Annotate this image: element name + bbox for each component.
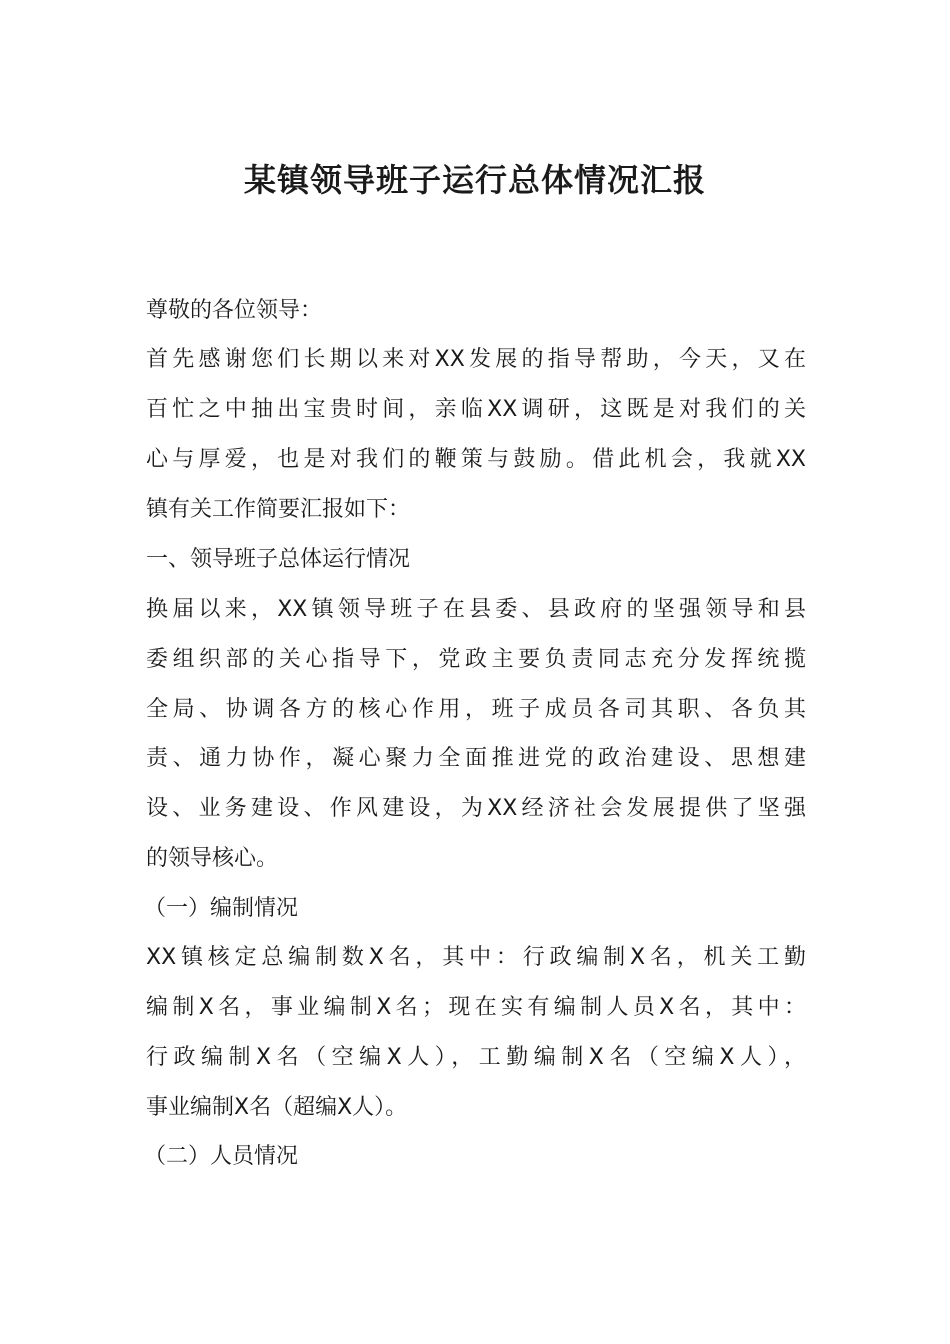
subsection-heading: （一）编制情况 <box>144 896 299 921</box>
paragraph-line: 心与厚爱，也是对我们的鞭策与鼓励。借此机会，我就XX <box>146 447 806 472</box>
document-title: 某镇领导班子运行总体情况汇报 <box>243 161 706 199</box>
paragraph-line: 换届以来，XX镇领导班子在县委、县政府的坚强领导和县 <box>146 597 806 622</box>
paragraph-line: 设、业务建设、作风建设，为XX经济社会发展提供了坚强 <box>146 796 806 821</box>
paragraph-line: 编制X名，事业编制X名；现在实有编制人员X名，其中： <box>146 995 806 1020</box>
paragraph-line: 首先感谢您们长期以来对XX发展的指导帮助，今天，又在 <box>146 347 806 372</box>
paragraph-line: 镇有关工作简要汇报如下： <box>146 497 411 522</box>
paragraph-line: XX镇核定总编制数X名，其中：行政编制X名，机关工勤 <box>146 945 806 970</box>
section-heading: 一、领导班子总体运行情况 <box>146 547 411 572</box>
paragraph-line: 百忙之中抽出宝贵时间，亲临XX调研，这既是对我们的关 <box>146 397 806 422</box>
paragraph-line: 责、通力协作，凝心聚力全面推进党的政治建设、思想建 <box>146 746 806 771</box>
salutation: 尊敬的各位领导： <box>146 298 323 323</box>
paragraph-line: 委组织部的关心指导下，党政主要负责同志充分发挥统揽 <box>146 647 806 672</box>
paragraph-line: 的领导核心。 <box>146 846 279 871</box>
subsection-heading: （二）人员情况 <box>144 1144 299 1169</box>
paragraph-line: 事业编制X名（超编X人）。 <box>146 1095 408 1120</box>
paragraph-line: 全局、协调各方的核心作用，班子成员各司其职、各负其 <box>146 697 806 722</box>
paragraph-line: 行政编制X名（空编X人），工勤编制X名（空编X人）， <box>146 1045 806 1070</box>
